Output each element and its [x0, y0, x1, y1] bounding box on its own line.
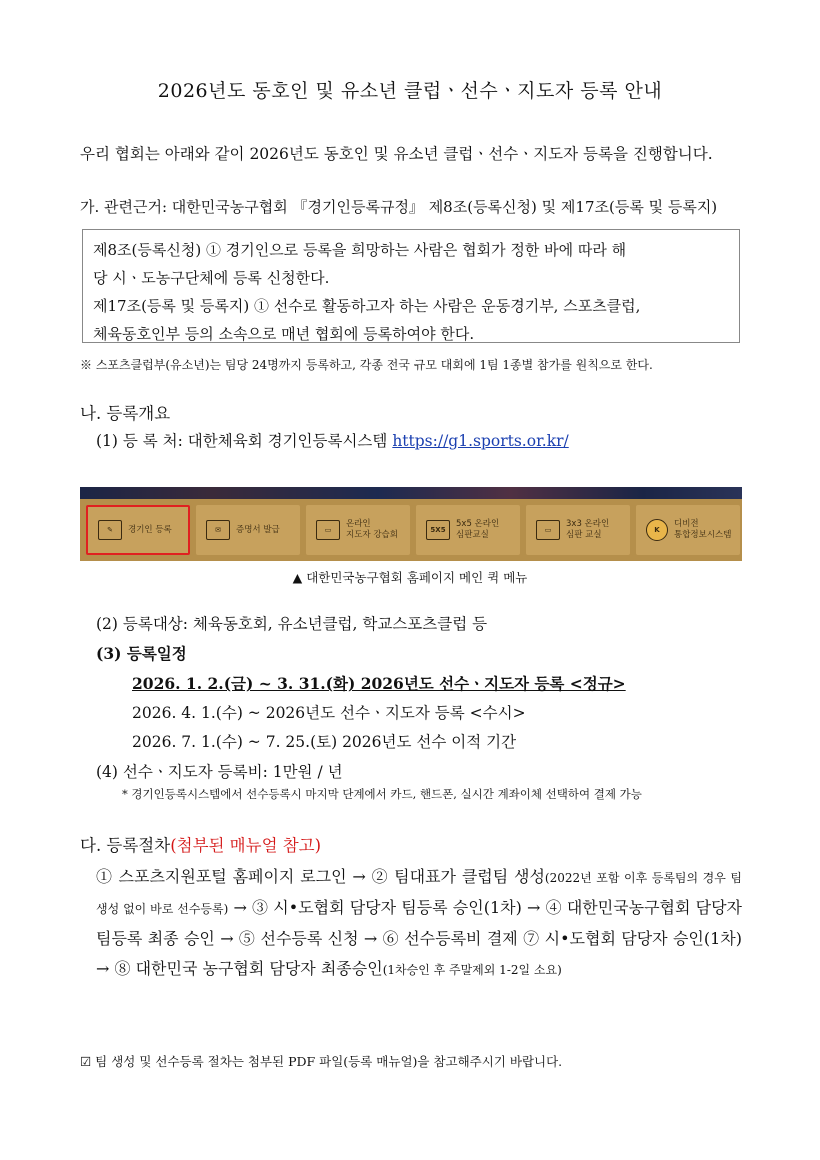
quick-menu-label: 경기인 등록	[128, 524, 172, 535]
section-heading-overview: 나. 등록개요	[80, 404, 171, 423]
quick-menu	[80, 499, 742, 561]
quick-menu-label: 5x5 온라인 심판교실	[456, 519, 500, 540]
quick-menu-item-division-system[interactable]	[636, 505, 740, 555]
procedure-text: ① 스포츠지원포털 홈페이지 로그인 → ② 팀대표가 클럽팀 생성	[96, 867, 545, 886]
procedure-steps	[96, 862, 742, 985]
page-title: 2026년도 동호인 및 유소년 클럽ㆍ선수ㆍ지도자 등록 안내	[157, 80, 663, 102]
regulation-excerpt-box	[82, 229, 740, 343]
section-label: 다. 등록절차	[80, 836, 171, 855]
article-line: 체육동호인부 등의 소속으로 매년 협회에 등록하여야 한다.	[93, 325, 475, 343]
quick-menu-label: 증명서 발급	[236, 524, 280, 535]
article-line: 제8조(등록신청) ① 경기인으로 등록을 희망하는 사람은 협회가 정한 바에 따라 해	[93, 241, 627, 259]
kleague-logo-icon: K	[646, 519, 668, 541]
quick-menu-item-coach-training[interactable]	[306, 505, 410, 555]
quick-menu-item-3x3-referee[interactable]	[526, 505, 630, 555]
quick-menu-item-5x5-referee[interactable]	[416, 505, 520, 555]
5x5-monitor-icon: 5X5	[426, 520, 450, 540]
registration-site-label: (1) 등 록 처: 대한체육회 경기인등록시스템	[96, 432, 393, 450]
legal-basis: 가. 관련근거: 대한민국농구협회 『경기인등록규정』 제8조(등록신청) 및 제17조(등록 및 등록지)	[80, 198, 718, 216]
procedure-note: (2022년 포함 이후 등록팀의 경우 팀 생성 없이 바로 선수등록)	[96, 871, 742, 916]
schedule-heading: (3) 등록일정	[96, 644, 187, 663]
schedule-item-regular: 2026. 1. 2.(금) ~ 3. 31.(화) 2026년도 선수ㆍ지도자 등록 <정규>	[132, 674, 626, 693]
procedure-text: → ③ 시•도협회 담당자 팀등록 승인(1차) → ④ 대한민국농구협회 담당자 팀등록 최종 승인 → ⑤ 선수등록 신청 → ⑥ 선수등록비 결제 ⑦ 시•도협회 담당자 승인(1차) → ⑧ 대한민국 농구협회 담당자 최종승인	[96, 898, 743, 978]
banner-photo-strip	[80, 487, 742, 499]
quick-menu-banner	[80, 487, 742, 561]
quick-menu-item-player-registration[interactable]	[86, 505, 190, 555]
certificate-icon: ✉	[206, 520, 230, 540]
footnote: ☑ 팀 생성 및 선수등록 절차는 첨부된 PDF 파일(등록 매뉴얼)을 참고해주시기 바랍니다.	[80, 1054, 563, 1069]
registration-site	[96, 429, 569, 451]
quick-menu-label: 3x3 온라인 심판 교실	[566, 519, 610, 540]
article-line: 당 시ㆍ도농구단체에 등록 신청한다.	[93, 269, 330, 287]
fee-note: * 경기인등록시스템에서 선수등록시 마지막 단계에서 카드, 핸드폰, 실시간 계좌이체 선택하여 결제 가능	[122, 787, 642, 801]
procedure-note: (1차승인 후 주말제외 1-2일 소요)	[382, 963, 562, 977]
schedule-item-occasional: 2026. 4. 1.(수) ~ 2026년도 선수ㆍ지도자 등록 <수시>	[132, 704, 526, 722]
quick-menu-label: 온라인 지도자 강습회	[346, 519, 398, 540]
quick-menu-item-certificate[interactable]	[196, 505, 300, 555]
quick-menu-label: 디비전 통합정보시스템	[674, 519, 732, 540]
registration-target: (2) 등록대상: 체육동호회, 유소년클럽, 학교스포츠클럽 등	[96, 615, 488, 633]
manual-reference: (첨부된 매뉴얼 참고)	[170, 836, 322, 855]
section-heading-procedure	[80, 832, 321, 856]
intro-paragraph: 우리 협회는 아래와 같이 2026년도 동호인 및 유소년 클럽ㆍ선수ㆍ지도자 등록을 진행합니다.	[80, 145, 713, 163]
registration-site-link[interactable]: https://g1.sports.or.kr/	[392, 432, 569, 450]
article-line: 제17조(등록 및 등록지) ① 선수로 활동하고자 하는 사람은 운동경기부, 스포츠클럽,	[93, 297, 641, 315]
club-note: ※ 스포츠클럽부(유소년)는 팀당 24명까지 등록하고, 각종 전국 규모 대회에 1팀 1종별 참가를 원칙으로 한다.	[80, 358, 653, 372]
monitor-icon: ▭	[316, 520, 340, 540]
monitor-icon: ▭	[536, 520, 560, 540]
registration-fee: (4) 선수ㆍ지도자 등록비: 1만원 / 년	[96, 763, 343, 781]
schedule-item-transfer: 2026. 7. 1.(수) ~ 7. 25.(토) 2026년도 선수 이적 기간	[132, 733, 517, 751]
clipboard-icon: ✎	[98, 520, 122, 540]
banner-caption: ▲ 대한민국농구협회 홈페이지 메인 퀵 메뉴	[292, 570, 528, 585]
